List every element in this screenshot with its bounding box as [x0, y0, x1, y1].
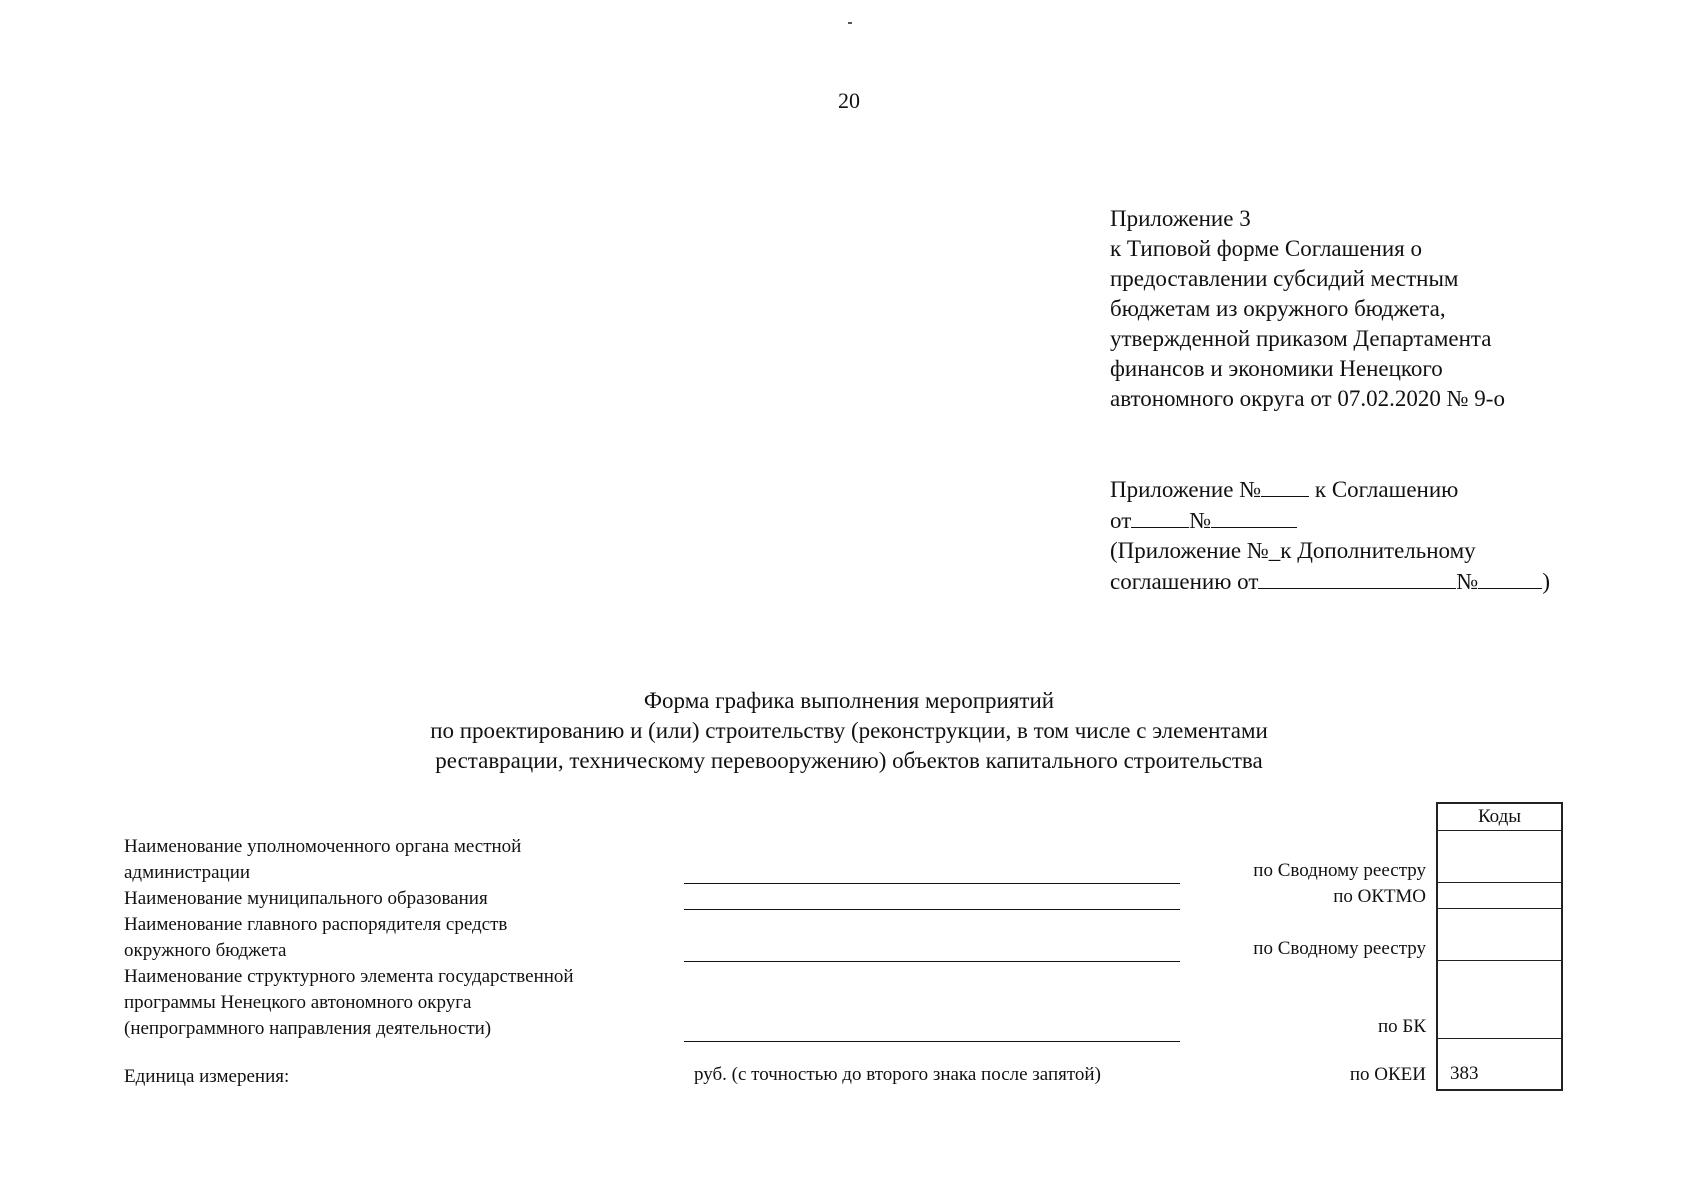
appendix-reference-block: [1110, 204, 1505, 414]
unit-label: Единица измерения:: [124, 1066, 290, 1087]
additional-agreement-date-label: соглашению от: [1110, 569, 1259, 594]
distributor-fill-line: [684, 961, 1180, 962]
closing-paren: ): [1542, 569, 1551, 594]
program-label-line-1: Наименование структурного элемента государственной: [124, 966, 574, 987]
municipality-fill-line: [684, 909, 1180, 910]
form-title-line: Форма графика выполнения мероприятий: [643, 688, 1055, 713]
appendix-line: финансов и экономики Ненецкого: [1110, 356, 1443, 381]
codes-table: [1436, 802, 1563, 1091]
additional-agreement-number-blank: [1478, 566, 1542, 589]
code-label-oktmo: по ОКТМО: [1333, 886, 1426, 907]
appendix-line: Приложение 3: [1110, 206, 1251, 231]
form-title-line: реставрации, техническому перевооружению) объектов капитального строительства: [435, 748, 1263, 773]
page-number: 20: [838, 88, 860, 113]
authority-fill-line: [684, 883, 1180, 884]
municipality-label: Наименование муниципального образования: [124, 888, 488, 909]
code-label-registry-2: по Сводному реестру: [1253, 938, 1426, 959]
additional-agreement-number-label: №: [1456, 569, 1479, 594]
code-label-registry-1: по Сводному реестру: [1253, 860, 1426, 881]
code-label-bk: по БК: [1377, 1016, 1426, 1037]
authority-label-line-2: администрации: [124, 862, 251, 883]
appendix-line: к Типовой форме Соглашения о: [1110, 236, 1423, 261]
code-cell-bk: [1438, 961, 1561, 1039]
code-cell-registry-1: [1438, 831, 1561, 883]
additional-agreement-date-blank: [1258, 566, 1456, 589]
agreement-date-label: от: [1110, 508, 1132, 533]
agreement-appendix-prefix: Приложение №: [1110, 477, 1262, 502]
authority-label-line-1: Наименование уполномоченного органа местной: [124, 836, 522, 857]
distributor-label-line-1: Наименование главного распорядителя средств: [124, 914, 508, 935]
appendix-line: предоставлении субсидий местным: [1110, 266, 1459, 291]
code-cell-okei: 383: [1450, 1063, 1479, 1084]
scan-speck: [848, 22, 852, 24]
additional-agreement-line: (Приложение №_к Дополнительному: [1110, 538, 1476, 563]
appendix-line: автономного округа от 07.02.2020 № 9-о: [1110, 386, 1505, 411]
unit-value: руб. (с точностью до второго знака после запятой): [694, 1064, 1101, 1085]
distributor-label-line-2: окружного бюджета: [124, 940, 287, 961]
agreement-reference-block: [1110, 474, 1550, 597]
program-label-line-2: программы Ненецкого автономного округа: [124, 992, 472, 1013]
program-fill-line: [684, 1041, 1180, 1042]
code-cell-registry-2: [1438, 909, 1561, 961]
form-title-line: по проектированию и (или) строительству (реконструкции, в том числе с элементами: [430, 718, 1268, 743]
appendix-line: бюджетам из окружного бюджета,: [1110, 296, 1446, 321]
appendix-line: утвержденной приказом Департамента: [1110, 326, 1492, 351]
program-label-line-3: (непрограммного направления деятельности): [124, 1018, 492, 1039]
agreement-appendix-suffix: к Соглашению: [1314, 477, 1459, 502]
agreement-date-blank: [1131, 505, 1189, 528]
code-label-okei: по ОКЕИ: [1349, 1064, 1426, 1085]
code-cell-oktmo: [1438, 883, 1561, 909]
form-title: [0, 686, 1698, 776]
codes-header: Коды: [1438, 804, 1561, 831]
agreement-number-label: №: [1189, 508, 1212, 533]
agreement-number-blank: [1211, 505, 1297, 528]
appendix-number-blank: [1261, 474, 1309, 497]
